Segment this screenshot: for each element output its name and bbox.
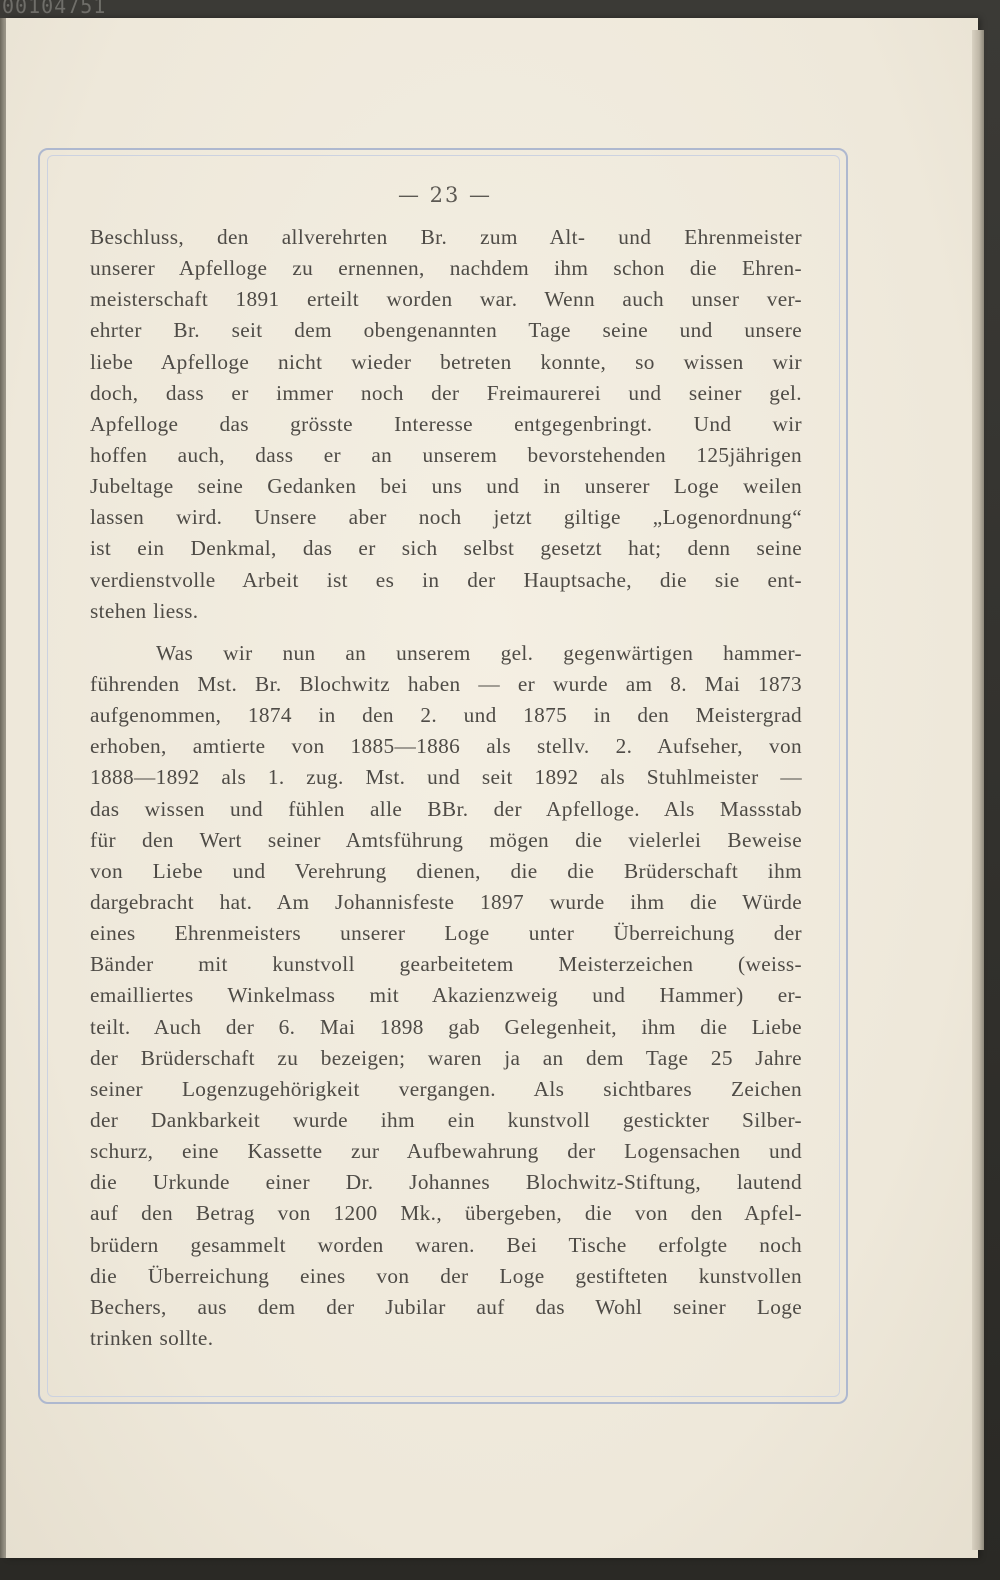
text-line: der Brüderschaft zu bezeigen; waren ja an dem Tage 25 Jahre — [90, 1045, 802, 1070]
text-line: stehen liess. — [90, 598, 199, 623]
text-line: führenden Mst. Br. Blochwitz haben — er wurde am 8. Mai 1873 — [90, 671, 802, 696]
text-line: trinken sollte. — [90, 1325, 214, 1350]
text-line: lassen wird. Unsere aber noch jetzt giltige „Logenordnung“ — [90, 505, 802, 530]
text-line: hoffen auch, dass er an unserem bevorstehenden 125jährigen — [90, 442, 802, 467]
text-line: 1888—1892 als 1. zug. Mst. und seit 1892 als Stuhlmeister — — [90, 765, 802, 790]
scan-id-label: 00104751 — [2, 0, 107, 18]
text-line: verdienstvolle Arbeit ist es in der Hauptsache, die sie ent- — [90, 567, 802, 592]
text-line: liebe Apfelloge nicht wieder betreten konnte, so wissen wir — [90, 349, 802, 374]
text-line: ist ein Denkmal, das er sich selbst gesetzt hat; denn seine — [90, 536, 802, 561]
text-line: unserer Apfelloge zu ernennen, nachdem ihm schon die Ehren- — [90, 256, 802, 281]
text-line: schurz, eine Kassette zur Aufbewahrung der Logensachen und — [90, 1139, 802, 1164]
page-number: — 23 — — [397, 183, 493, 207]
text-line: erhoben, amtierte von 1885—1886 als stellv. 2. Aufseher, von — [90, 734, 802, 759]
text-line: teilt. Auch der 6. Mai 1898 gab Gelegenheit, ihm die Liebe — [90, 1014, 802, 1039]
text-line: emailliertes Winkelmass mit Akazienzweig und Hammer) er- — [90, 983, 802, 1008]
text-line: die Überreichung eines von der Loge gestifteten kunstvollen — [90, 1263, 802, 1288]
text-line: der Dankbarkeit wurde ihm ein kunstvoll gestickter Silber- — [90, 1107, 802, 1132]
text-line: Was wir nun an unserem gel. gegenwärtigen hammer- — [156, 640, 802, 665]
text-line: doch, dass er immer noch der Freimaurerei und seiner gel. — [90, 380, 802, 405]
text-line: Bänder mit kunstvoll gearbeitetem Meisterzeichen (weiss- — [90, 952, 802, 977]
text-line: Apfelloge das grösste Interesse entgegenbringt. Und wir — [90, 411, 802, 436]
text-line: von Liebe und Verehrung dienen, die die Brüderschaft ihm — [90, 858, 802, 883]
text-line: das wissen und fühlen alle BBr. der Apfelloge. Als Massstab — [90, 796, 802, 821]
text-line: dargebracht hat. Am Johannisfeste 1897 wurde ihm die Würde — [90, 889, 802, 914]
text-line: auf den Betrag von 1200 Mk., übergeben, die von den Apfel- — [90, 1201, 802, 1226]
text-line: Jubeltage seine Gedanken bei uns und in unserer Loge weilen — [90, 474, 802, 499]
paragraph-gap — [90, 627, 802, 638]
text-line: ehrter Br. seit dem obengenannten Tage seine und unsere — [90, 318, 802, 343]
text-line: für den Wert seiner Amtsführung mögen die vielerlei Beweise — [90, 827, 802, 852]
paragraph-1 — [90, 222, 802, 627]
text-line: Beschluss, den allverehrten Br. zum Alt- und Ehrenmeister — [90, 225, 802, 249]
text-line: brüdern gesammelt worden waren. Bei Tische erfolgte noch — [90, 1232, 802, 1257]
text-line: aufgenommen, 1874 in den 2. und 1875 in den Meistergrad — [90, 703, 802, 728]
text-line: Bechers, aus dem der Jubilar auf das Wohl seiner Loge — [90, 1294, 802, 1319]
body-text — [90, 222, 802, 1354]
text-line: meisterschaft 1891 erteilt worden war. Wenn auch unser ver- — [90, 287, 802, 312]
page-edge-right — [972, 30, 984, 1550]
text-line: seiner Logenzugehörigkeit vergangen. Als sichtbares Zeichen — [90, 1076, 802, 1101]
paragraph-2 — [90, 638, 802, 1354]
text-line: eines Ehrenmeisters unserer Loge unter Überreichung der — [90, 921, 802, 946]
text-line: die Urkunde einer Dr. Johannes Blochwitz-Stiftung, lautend — [90, 1170, 802, 1195]
